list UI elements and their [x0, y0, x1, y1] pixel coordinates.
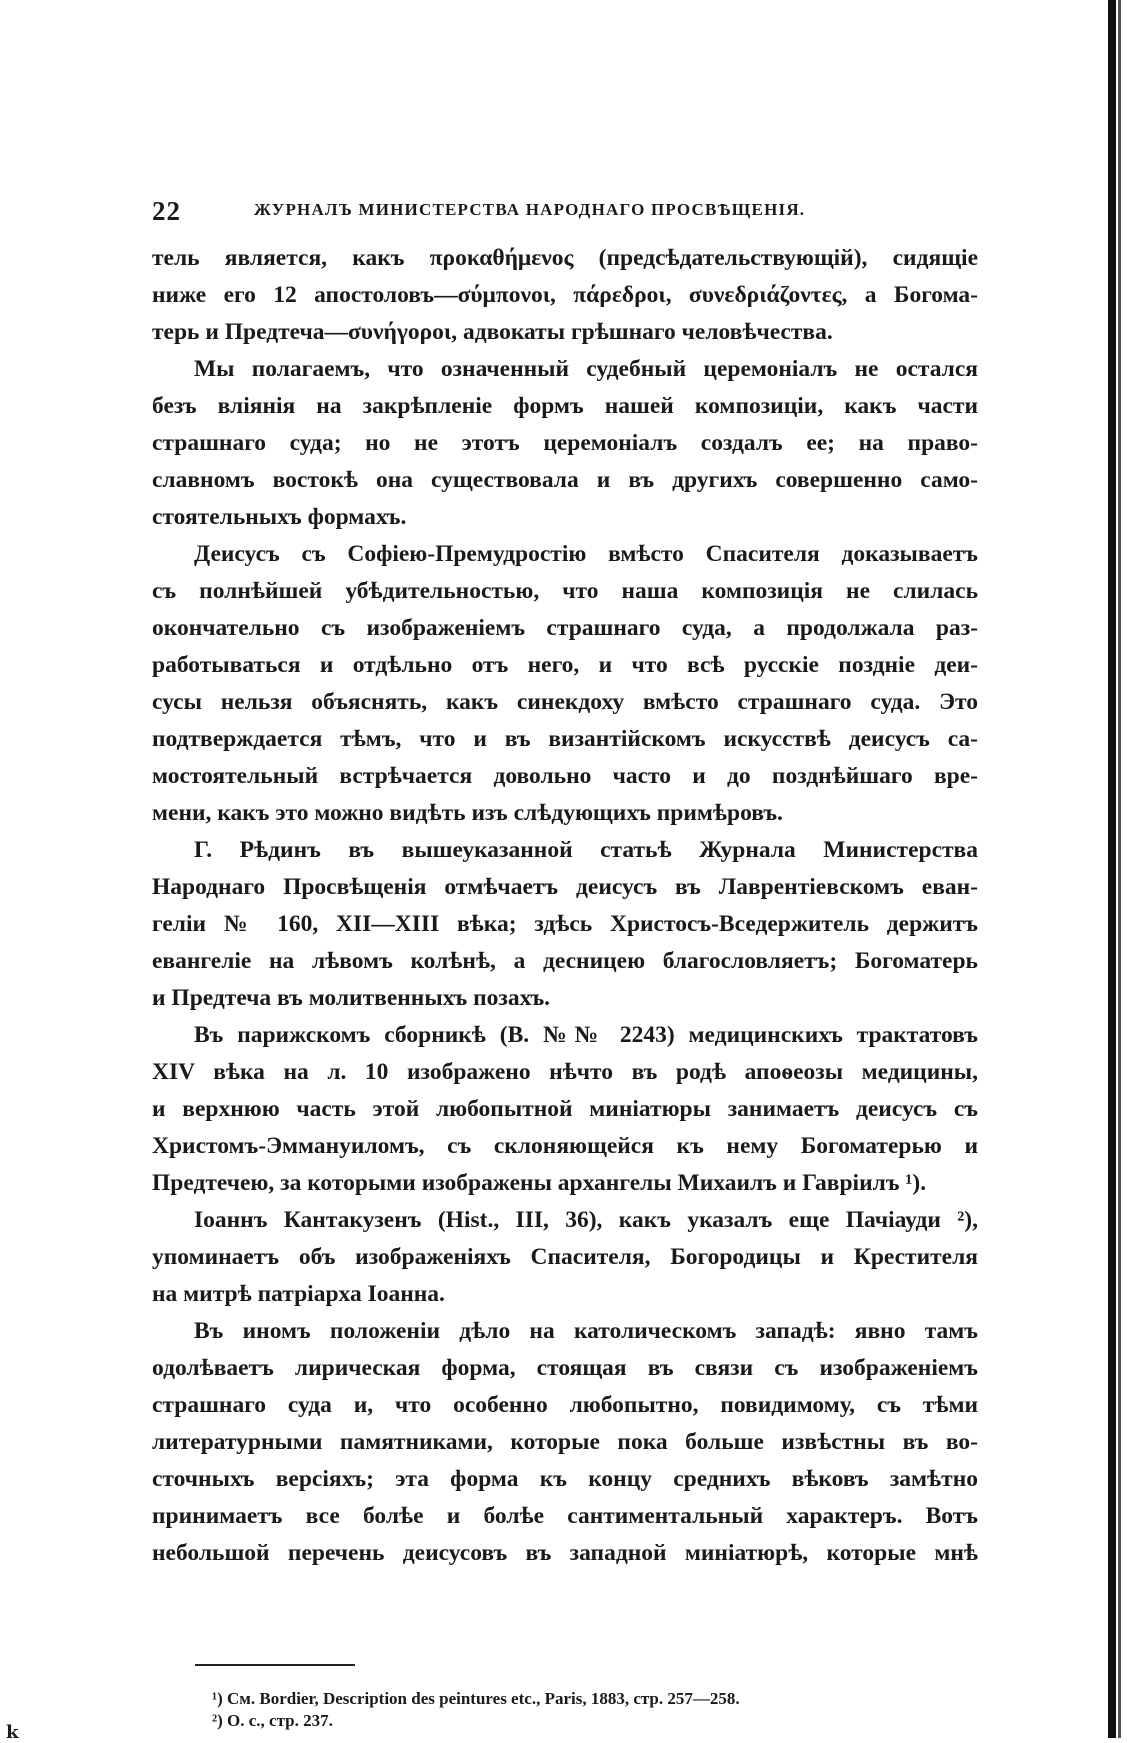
text-line: Въ иномъ положеніи дѣло на католическомъ западѣ: явно тамъ: [194, 1318, 978, 1344]
scan-corner-mark: k: [6, 1722, 19, 1743]
text-line: Предтечею, за которыми изображены архангелы Михаилъ и Гавріилъ ¹).: [152, 1170, 927, 1196]
text-line: сусы нельзя объяснять, какъ синекдоху вмѣсто страшнаго суда. Это: [152, 689, 978, 715]
text-line: окончательно съ изображеніемъ страшнаго суда, а продолжала раз-: [152, 615, 978, 641]
text-line: подтверждается тѣмъ, что и въ византійскомъ искусствѣ деисусъ са-: [152, 726, 978, 752]
running-header: [152, 196, 1022, 226]
text-line: безъ вліянія на закрѣпленіе формъ нашей композиціи, какъ части: [152, 393, 978, 419]
text-line: Деисусъ съ Софіею-Премудростію вмѣсто Спасителя доказываетъ: [194, 541, 978, 567]
footnote-2: ²) О. с., стр. 237.: [212, 1711, 333, 1730]
binding-edge-shadow: [1118, 0, 1121, 1738]
text-line: Г. Рѣдинъ въ вышеуказанной статьѣ Журнала Министерства: [194, 837, 978, 863]
text-line: Народнаго Просвѣщенія отмѣчаетъ деисусъ въ Лаврентіевскомъ еван-: [152, 874, 978, 900]
page-number: 22: [152, 196, 181, 226]
text-line: XIV вѣка на л. 10 изображено нѣчто въ родѣ апоѳеозы медицины,: [152, 1059, 978, 1085]
text-line: и Предтеча въ молитвенныхъ позахъ.: [152, 985, 551, 1011]
text-line: евангеліе на лѣвомъ колѣнѣ, а десницею благословляетъ; Богоматерь: [152, 948, 978, 974]
running-title: ЖУРНАЛЪ МИНИСТЕРСТВА НАРОДНАГО ПРОСВѢЩЕНІЯ.: [254, 200, 806, 219]
binding-edge: [1108, 0, 1116, 1738]
text-line: страшнаго суда и, что особенно любопытно, повидимому, съ тѣми: [152, 1392, 978, 1418]
text-line: сточныхъ версіяхъ; эта форма къ концу среднихъ вѣковъ замѣтно: [152, 1466, 978, 1492]
text-line: небольшой перечень деисусовъ въ западной миніатюрѣ, которые мнѣ: [152, 1540, 978, 1566]
text-line: Іоаннъ Кантакузенъ (Hist., III, 36), какъ указалъ еще Пачіауди ²),: [194, 1207, 978, 1233]
text-line: упоминаетъ объ изображеніяхъ Спасителя, Богородицы и Крестителя: [152, 1244, 978, 1270]
text-line: тель является, какъ προκαθήμενος (предсѣдательствующій), сидящіе: [152, 245, 978, 271]
text-line: Христомъ-Эммануиломъ, съ склоняющейся къ нему Богоматерью и: [152, 1133, 978, 1159]
text-line: Въ парижскомъ сборникѣ (В. №№ 2243) медицинскихъ трактатовъ: [194, 1022, 978, 1048]
text-line: принимаетъ все болѣе и болѣе сантиментальный характеръ. Вотъ: [152, 1503, 978, 1529]
text-line: на митрѣ патріарха Іоанна.: [152, 1281, 445, 1307]
text-line: Мы полагаемъ, что означенный судебный церемоніалъ не остался: [194, 356, 978, 382]
text-line: работываться и отдѣльно отъ него, и что всѣ русскіе поздніе деи-: [152, 652, 978, 678]
text-line: и верхнюю часть этой любопытной миніатюры занимаетъ деисусъ съ: [152, 1096, 978, 1122]
footnote-1: ¹) См. Bordier, Description des peintures etc., Paris, 1883, стр. 257—258.: [212, 1689, 740, 1708]
text-line: славномъ востокѣ она существовала и въ другихъ совершенно само-: [152, 467, 978, 493]
footnote-divider: [195, 1664, 355, 1666]
text-line: страшнаго суда; но не этотъ церемоніалъ создалъ ее; на право-: [152, 430, 978, 456]
text-line: мостоятельный встрѣчается довольно часто и до позднѣйшаго вре-: [152, 763, 978, 789]
text-line: одолѣваетъ лирическая форма, стоящая въ связи съ изображеніемъ: [152, 1355, 978, 1381]
text-line: ниже его 12 апостоловъ—σύμπονοι, πάρεδροι, συνεδριάζοντες, а Богома-: [152, 282, 978, 308]
text-line: мени, какъ это можно видѣть изъ слѣдующихъ примѣровъ.: [152, 800, 783, 826]
body-text: [152, 240, 978, 1572]
text-line: стоятельныхъ формахъ.: [152, 504, 407, 530]
text-line: литературными памятниками, которые пока больше извѣстны въ во-: [152, 1429, 978, 1455]
text-line: геліи № 160, XII—XIII вѣка; здѣсь Христосъ-Вседержитель держитъ: [152, 911, 978, 937]
footnotes: [212, 1688, 982, 1732]
text-line: съ полнѣйшей убѣдительностью, что наша композиція не слилась: [152, 578, 978, 604]
text-line: терь и Предтеча—συνήγοροι, адвокаты грѣшнаго человѣчества.: [152, 319, 833, 345]
